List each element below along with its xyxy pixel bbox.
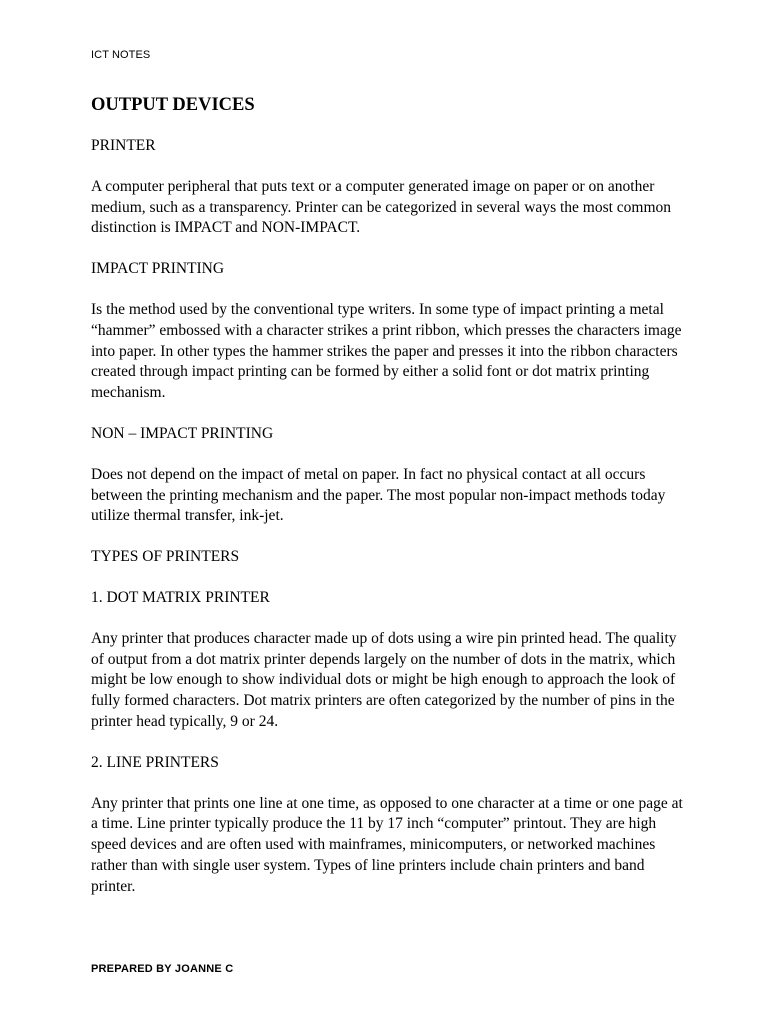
printer-heading: PRINTER (91, 137, 156, 154)
dot-matrix-printer-paragraph: Any printer that produces character made up of dots using a wire pin printed head. The quality of output from a dot matrix printer depends largely on the number of dots in the matrix, which might be low enough to show individual dots or might be high enough to approach the look of fully formed characters. Dot matrix printers are often categorized by the number of pins in the printer head typically, 9 or 24. (91, 629, 677, 730)
line-printers-paragraph: Any printer that prints one line at one time, as opposed to one character at a time or one page at a time. Line printer typically produce the 11 by 17 inch “computer” printout. They are high speed devices and are often used with mainframes, minicomputers, or networked machines rather than with single user system. Types of line printers include chain printers and band printer. (91, 794, 683, 895)
impact-printing-paragraph: Is the method used by the conventional type writers. In some type of impact printing a metal “hammer” embossed with a character strikes a print ribbon, which presses the characters image into paper. In other types the hammer strikes the paper and presses it into the ribbon characters created through impact printing can be formed by either a solid font or dot matrix printing mechanism. (91, 300, 682, 402)
non-impact-printing-heading: NON – IMPACT PRINTING (91, 424, 274, 442)
page-header: ICT NOTES (91, 49, 151, 61)
line-printers-heading: 2. LINE PRINTERS (91, 753, 219, 771)
dot-matrix-printer-heading: 1. DOT MATRIX PRINTER (91, 588, 270, 606)
document-title: OUTPUT DEVICES (91, 95, 255, 115)
non-impact-printing-paragraph: Does not depend on the impact of metal on paper. In fact no physical contact at all occurs between the printing mechanism and the paper. The most popular non-impact methods today utilize thermal transfer, ink-jet. (91, 465, 666, 525)
types-of-printers-heading: TYPES OF PRINTERS (91, 548, 240, 566)
document-body (91, 93, 691, 918)
printer-paragraph: A computer peripheral that puts text or a computer generated image on paper or on another medium, such as a transparency. Printer can be categorized in several ways the most common distinction is IMPACT and NON-IMPACT. (91, 177, 672, 237)
impact-printing-heading: IMPACT PRINTING (91, 260, 225, 278)
page-footer: PREPARED BY JOANNE C (91, 963, 234, 975)
